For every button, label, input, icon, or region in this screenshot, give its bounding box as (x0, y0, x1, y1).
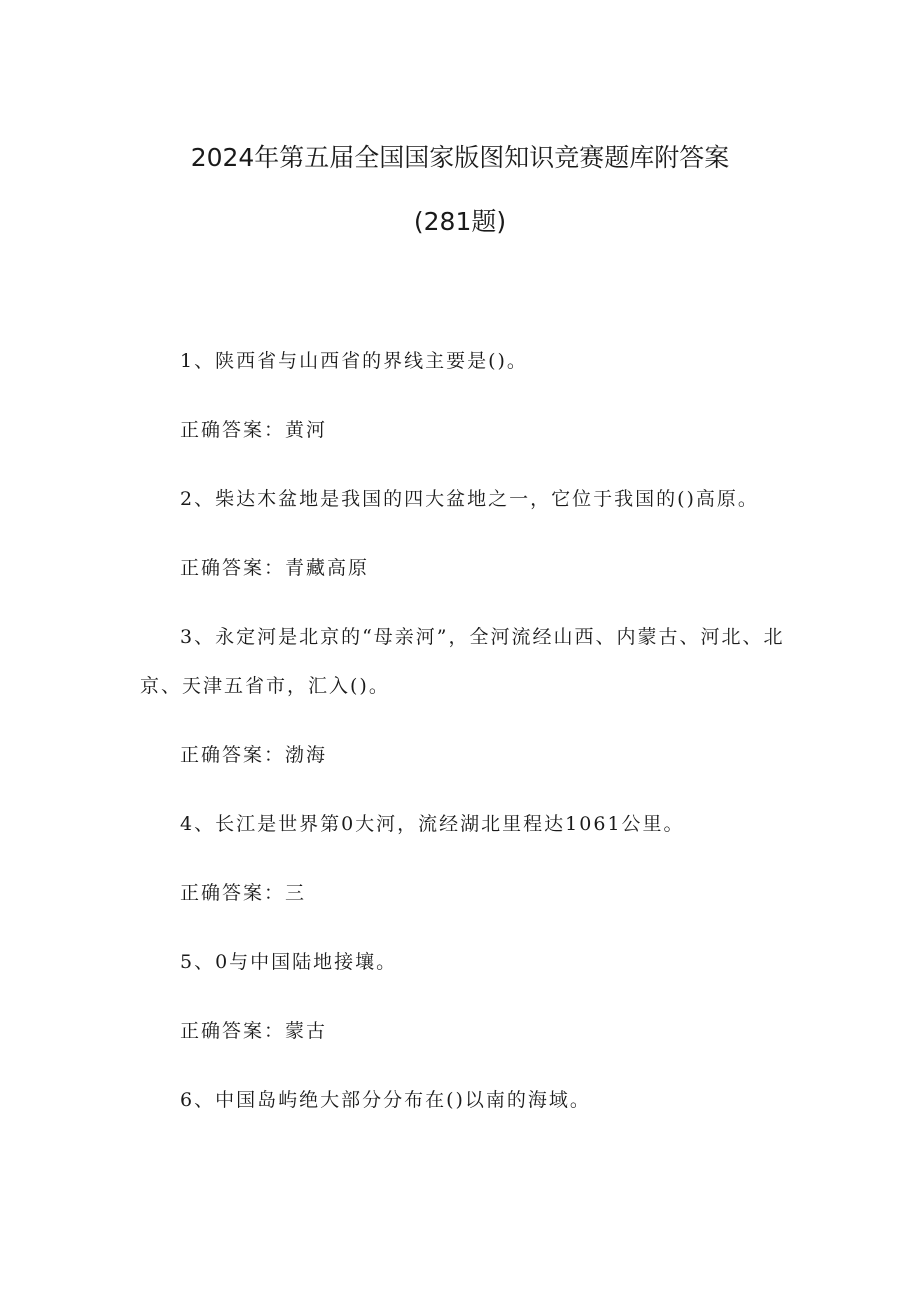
question-4: 4、长江是世界第0大河，流经湖北里程达1061公里。 (180, 813, 685, 835)
answer-2: 正确答案：青藏高原 (180, 557, 370, 579)
question-3-line-1: 3、永定河是北京的“母亲河”，全河流经山西、内蒙古、河北、北 (180, 626, 785, 648)
answer-5: 正确答案：蒙古 (180, 1020, 328, 1042)
question-6: 6、中国岛屿绝大部分分布在()以南的海域。 (180, 1089, 591, 1111)
question-1: 1、陕西省与山西省的界线主要是()。 (180, 350, 528, 372)
document-subtitle-count: (281题) (413, 207, 507, 236)
question-2: 2、柴达木盆地是我国的四大盆地之一，它位于我国的()高原。 (180, 488, 759, 510)
question-3-line-2: 京、天津五省市，汇入()。 (140, 675, 390, 697)
answer-4: 正确答案：三 (180, 882, 307, 904)
question-5: 5、0与中国陆地接壤。 (180, 951, 398, 973)
document-title: 2024年第五届全国国家版图知识竞赛题库附答案 (190, 143, 730, 172)
answer-3: 正确答案：渤海 (180, 744, 328, 766)
answer-1: 正确答案：黄河 (180, 419, 328, 441)
